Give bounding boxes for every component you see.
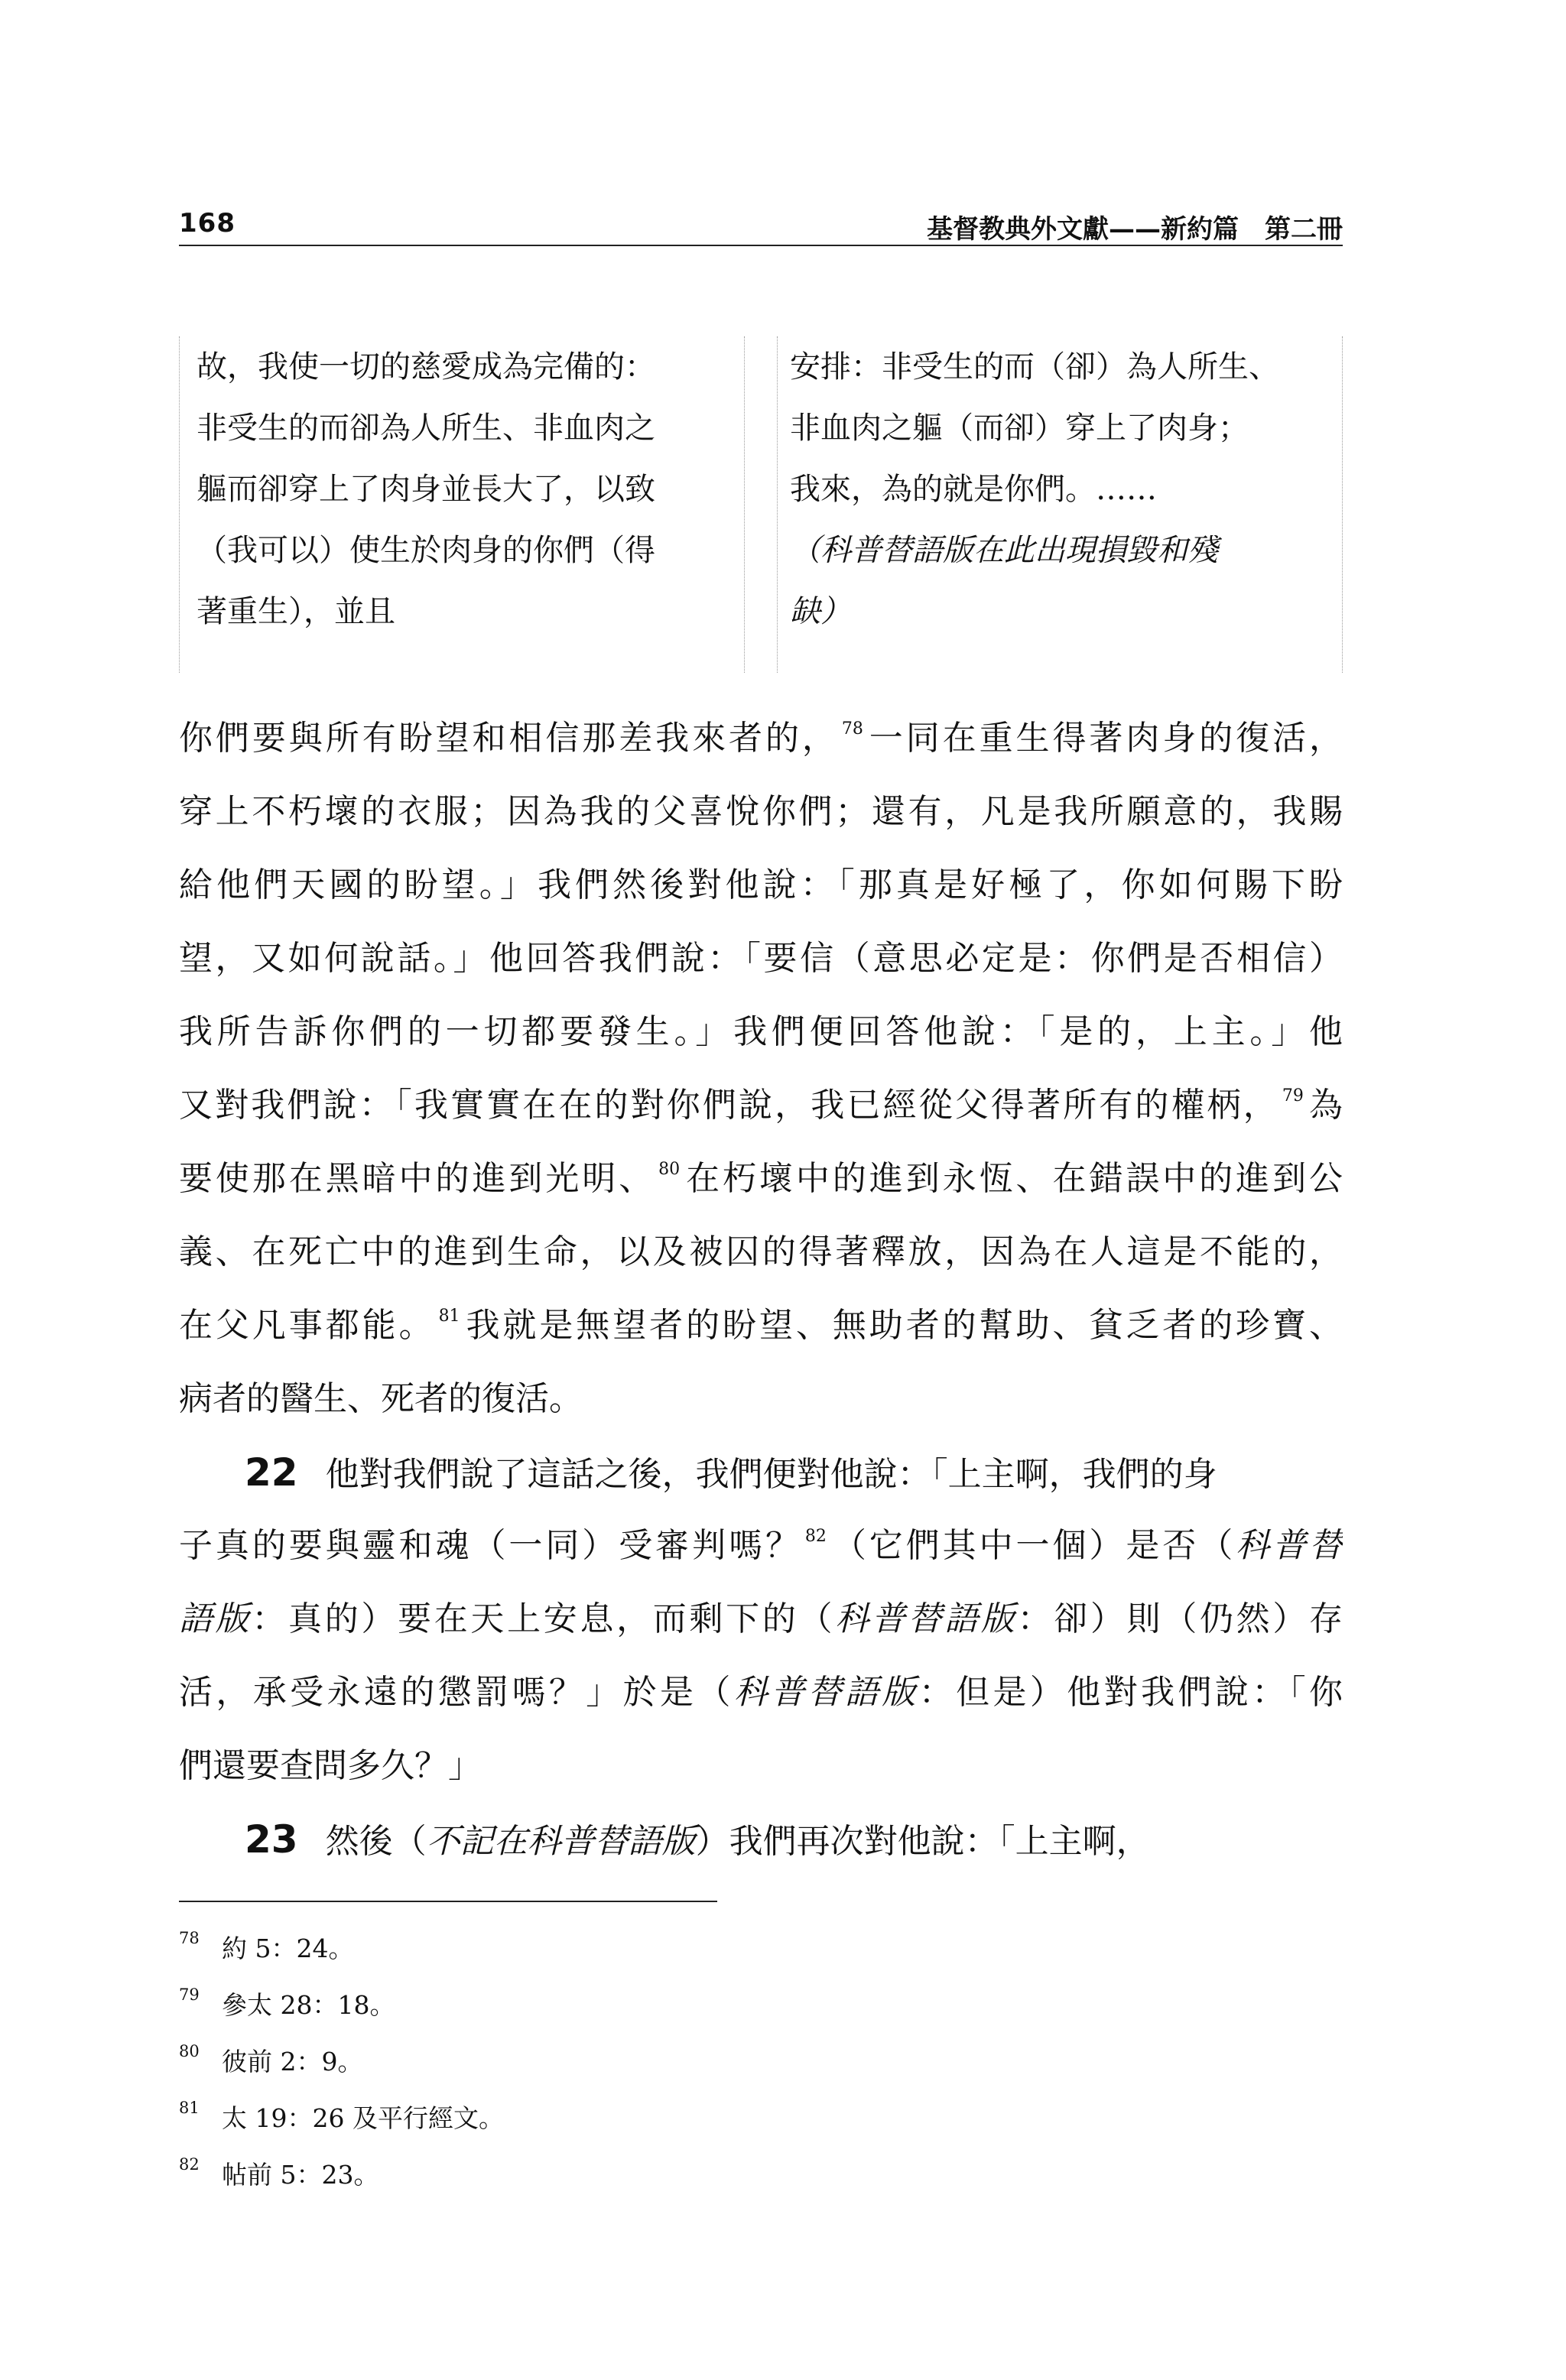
footnote-ref[interactable]: 80 xyxy=(658,1160,681,1179)
running-header xyxy=(179,203,1343,246)
footnote-ref[interactable]: 78 xyxy=(841,719,863,739)
footnote: 81 太 19：26 及平行經文。 xyxy=(179,2099,504,2133)
footnote-divider xyxy=(179,1901,717,1902)
comparison-left-line: 軀而卻穿上了肉身並長大了，以致 xyxy=(197,472,655,507)
italic-segment: 語版 xyxy=(179,1599,252,1638)
page-number: 168 xyxy=(179,208,236,239)
footnote-text: 約 5：24。 xyxy=(222,1934,354,1963)
body-line xyxy=(179,1583,1343,1656)
italic-segment: 科普替語版 xyxy=(733,1673,919,1712)
comparison-left-line: 著重生），並且 xyxy=(197,594,395,629)
comparison-right-line: 我來，為的就是你們。…… xyxy=(790,472,1157,507)
body-segment: 要使那在黑暗中的進到光明、 xyxy=(179,1159,656,1198)
section-number-23: 23 xyxy=(245,1817,298,1862)
section-number-22: 22 xyxy=(245,1450,298,1495)
comparison-right-line xyxy=(778,581,1342,642)
footnote: 82 帖前 5：23。 xyxy=(179,2155,379,2190)
footnotes xyxy=(179,1921,1343,2203)
footnote-text: 帖前 5：23。 xyxy=(222,2160,379,2190)
footnote-text: 參太 28：18。 xyxy=(222,1990,395,2020)
body-segment: ：卻）則（仍然）存 xyxy=(1017,1599,1343,1638)
body-segment: 然後（ xyxy=(325,1822,427,1861)
body-segment: 又對我們說：「我實實在在的對你們說，我已經從父得著所有的權柄， xyxy=(179,1086,1279,1125)
body-segment: ）我們再次對他說：「上主啊， xyxy=(695,1822,1150,1861)
body-line: 穿上不朽壞的衣服；因為我的父喜悅你們；還有，凡是我所願意的，我賜 xyxy=(179,792,1343,831)
footnote-ref[interactable]: 81 xyxy=(438,1307,460,1326)
book-title: 基督教典外文獻——新約篇 第二冊 xyxy=(927,214,1343,245)
comparison-right-line: 安排：非受生的而（卻）為人所生、 xyxy=(790,349,1279,385)
comparison-column-left xyxy=(179,336,745,673)
version-comparison xyxy=(179,336,1343,673)
body-line xyxy=(179,1142,1343,1216)
comparison-right-line: 非血肉之軀（而卻）穿上了肉身； xyxy=(790,411,1249,446)
footnote-text: 太 19：26 及平行經文。 xyxy=(222,2103,504,2133)
section-23-line xyxy=(179,1803,1343,1876)
footnote: 79 參太 28：18。 xyxy=(179,1985,395,2020)
body-segment: 在朽壞中的進到永恆、在錯誤中的進到公 xyxy=(683,1159,1343,1198)
body-line: 們還要查問多久？」 xyxy=(179,1746,482,1785)
body-segment: 你們要與所有盼望和相信那差我來者的， xyxy=(179,719,839,758)
body-line: 我所告訴你們的一切都要發生。」我們便回答他說：「是的，上主。」他 xyxy=(179,1012,1343,1051)
comparison-left-line: 故，我使一切的慈愛成為完備的： xyxy=(197,349,655,385)
body-segment: ：但是）他對我們說：「你 xyxy=(918,1673,1343,1712)
comparison-left-line: （我可以）使生於肉身的你們（得 xyxy=(197,533,655,568)
body-segment: 我就是無望者的盼望、無助者的幫助、貧乏者的珍寶、 xyxy=(463,1306,1343,1345)
body-segment: ：真的）要在天上安息，而剩下的（ xyxy=(252,1599,836,1638)
body-segment: 子真的要與靈和魂（一同）受審判嗎？ xyxy=(179,1526,802,1565)
italic-segment: 不記在科普替語版 xyxy=(426,1822,696,1861)
italic-segment: 科普替 xyxy=(1236,1526,1343,1565)
body-line xyxy=(179,1656,1343,1729)
body-text xyxy=(179,702,1343,1876)
comparison-left-line: 非受生的而卻為人所生、非血肉之 xyxy=(197,411,655,446)
footnote: 78 約 5：24。 xyxy=(179,1929,354,1963)
footnote-ref[interactable]: 82 xyxy=(804,1527,827,1546)
body-line xyxy=(179,1509,1343,1583)
body-segment: 為 xyxy=(1306,1086,1343,1125)
comparison-right-italic: 缺） xyxy=(790,594,851,629)
body-line: 給他們天國的盼望。」我們然後對他說：「那真是好極了，你如何賜下盼 xyxy=(179,865,1343,904)
section-22-line xyxy=(179,1436,1343,1509)
comparison-column-right xyxy=(777,336,1343,673)
footnote: 80 彼前 2：9。 xyxy=(179,2042,363,2076)
body-line: 病者的醫生、死者的復活。 xyxy=(179,1379,583,1418)
body-segment: 他對我們說了這話之後，我們便對他說：「上主啊，我們的身 xyxy=(325,1455,1217,1494)
body-line xyxy=(179,1289,1343,1362)
body-segment: （它們其中一個）是否（ xyxy=(829,1526,1236,1565)
italic-segment: 科普替語版 xyxy=(835,1599,1018,1638)
body-line xyxy=(179,702,1343,775)
footnote-text: 彼前 2：9。 xyxy=(222,2047,363,2076)
footnote-ref[interactable]: 79 xyxy=(1282,1086,1304,1106)
body-line: 義、在死亡中的進到生命，以及被囚的得著釋放，因為在人這是不能的， xyxy=(179,1232,1343,1271)
comparison-right-line: （科普替語版在此出現損毀和殘 xyxy=(790,533,1218,568)
body-line: 望，又如何說話。」他回答我們說：「要信（意思必定是：你們是否相信） xyxy=(179,939,1343,978)
body-segment: 一同在重生得著肉身的復活， xyxy=(866,719,1343,758)
body-segment: 在父凡事都能。 xyxy=(179,1306,436,1345)
body-segment: 活，承受永遠的懲罰嗎？」於是（ xyxy=(179,1673,734,1712)
body-line xyxy=(179,1069,1343,1142)
